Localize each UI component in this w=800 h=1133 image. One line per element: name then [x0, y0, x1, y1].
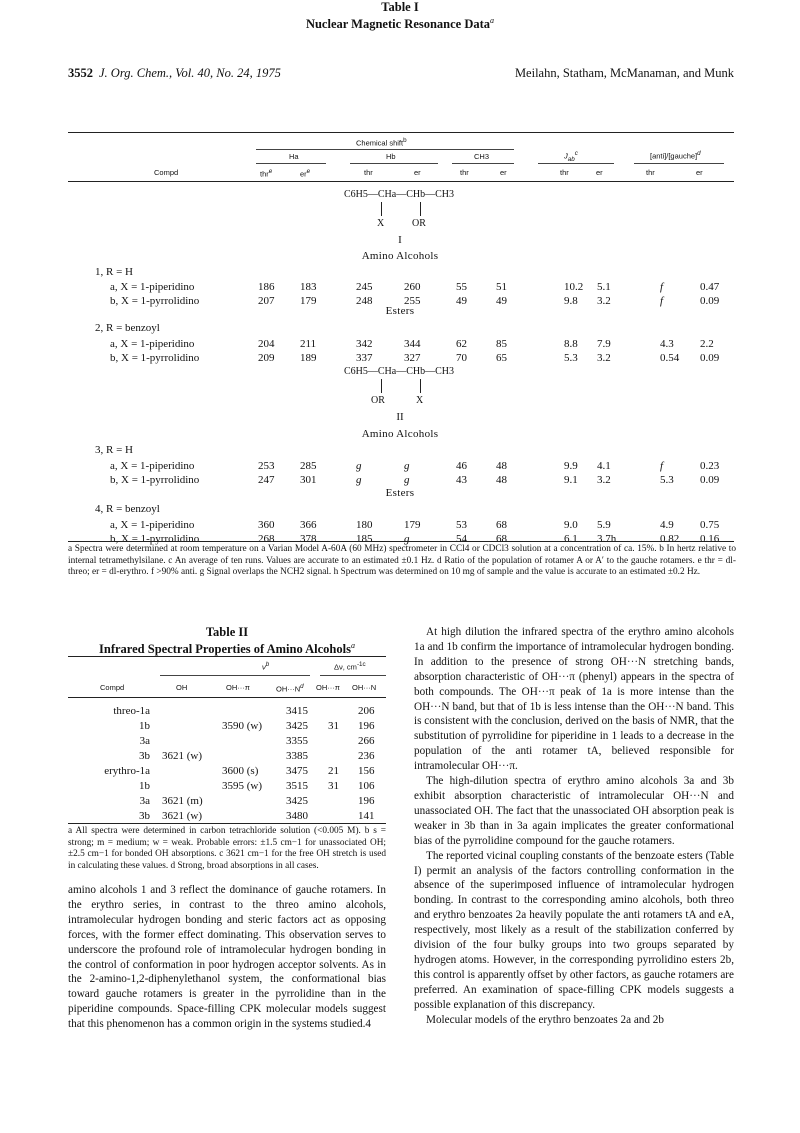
t2-col-doh-n: OH···N [352, 683, 377, 692]
table1-cell: 5.3 [660, 474, 674, 486]
structure-I-formula: C6H5—CHa—CHb—CH3 [344, 189, 455, 200]
table2-cell: 236 [358, 750, 375, 762]
table1-cell: 4.1 [597, 460, 611, 472]
running-header-left [68, 66, 281, 81]
table1-cell: 0.23 [700, 460, 720, 472]
journal-citation: J. Org. Chem., Vol. 40, No. 24, 1975 [99, 66, 281, 80]
table1-cell: 5.9 [597, 519, 611, 531]
t2-nu-underline [160, 675, 310, 676]
table1-cell: 4.9 [660, 519, 674, 531]
table1-cell: 9.8 [564, 295, 578, 307]
page-number: 3552 [68, 66, 93, 80]
table2-cell: 3480 [286, 810, 308, 822]
table1-cell: 9.0 [564, 519, 578, 531]
table1-cell: 183 [300, 281, 317, 293]
table2-cell: 141 [358, 810, 375, 822]
chem-shift-underline [256, 149, 514, 150]
table2-cell: 3600 (s) [222, 765, 259, 777]
ch3-er-header: er [500, 168, 507, 177]
table1-cell: 0.16 [700, 533, 720, 545]
table1-cell: 48 [496, 474, 507, 486]
table1-cell: 209 [258, 352, 275, 364]
j-thr-header: thr [560, 168, 569, 177]
esters-label-1: Esters [385, 305, 415, 317]
structure-I-bond-or [420, 202, 421, 216]
table1-cell: 3.7h [597, 533, 617, 545]
table1-cell: 180 [356, 519, 373, 531]
table1-cell: 0.47 [700, 281, 720, 293]
table1-cell: 5.1 [597, 281, 611, 293]
structure-I-bond-x [381, 202, 382, 216]
table2-cell: 1b [139, 780, 150, 792]
table1-cell: 43 [456, 474, 467, 486]
table2-title-block [68, 625, 386, 656]
j-underline [538, 163, 614, 164]
ratio-thr-header: thr [646, 168, 655, 177]
table1-cell: f [660, 281, 664, 293]
table1-row-compd: 1, R = H [95, 266, 133, 278]
table2-cell: 3a [139, 735, 150, 747]
table1-cell: 245 [356, 281, 373, 293]
table1-cell: 301 [300, 474, 317, 486]
table2-cell: 31 [328, 720, 339, 732]
table2-cell: 3425 [286, 720, 308, 732]
j-header: $J_{ab}^c$ [564, 150, 578, 163]
table1-row-compd: 3, R = H [95, 444, 133, 456]
table1-cell: g [356, 474, 362, 486]
structure-II-label: II [396, 411, 404, 423]
structure-II-formula: C6H5—CHa—CHb—CH3 [344, 366, 455, 377]
table1-cell: 0.09 [700, 474, 720, 486]
table1-cell: 49 [496, 295, 507, 307]
structure-II-bond-x [420, 379, 421, 393]
table1-cell: 186 [258, 281, 275, 293]
ha-header: Ha [289, 152, 299, 161]
right-paragraph-3: The reported vicinal coupling constants of the benzoate esters (Table I) permit an analysis of the factors controlling conformation in the absence of the superimposed influence of intramolecular hydrogen bonding. In contrast to the corresponding amino alcohols, both threo and erythro benzoates 2a heavily populate the anti rotamers tA and eA, respectively, most likely as a result of the stabilization conferred by division of the four bulky groups into two groups separated by hydrogen atoms. However, in the corresponding pyrrolidino esters 2b, this control is apparently offset by other factors, as gauche rotamers are preferred. An examination of space-filling CPK models suggests a possible explanation of this discrepancy. [414, 849, 734, 1011]
table1-footnotes: a Spectra were determined at room temperature on a Varian Model A-60A (60 MHz) spectrometer in CCl4 or CDCl3 solution at a concentration of ca. 15%. b In hertz relative to internal tetramethylsilane. c An average of ten runs. Values are accurate to an estimated ±0.1 Hz. d Ratio of the population of rotamer A or A′ to the gauche rotamers. e thr = dl-threo; er = dl-erythro. f >90% anti. g Signal overlaps the NCH2 signal. h Spectrum was determined on 10 mg of sample and the value is accurate to an estimated ±0.2 Hz. [68, 544, 736, 578]
t2-col-oh: OH [176, 683, 188, 692]
table1-row-compd: b, X = 1-pyrrolidino [110, 352, 200, 364]
ch3-thr-header: thr [460, 168, 469, 177]
structure-I-x: X [377, 218, 385, 229]
right-paragraph-4: Molecular models of the erythro benzoates 2a and 2b [426, 1013, 664, 1026]
table1-cell: 6.1 [564, 533, 578, 545]
table2-cell: 156 [358, 765, 375, 777]
table1-cell: 2.2 [700, 338, 714, 350]
table1-bottom-rule [68, 541, 734, 542]
table1-cell: 3.2 [597, 352, 611, 364]
table1-row-compd: a, X = 1-piperidino [110, 281, 195, 293]
structure-II-x: X [416, 395, 424, 406]
table1-cell: 211 [300, 338, 317, 350]
table1-cell: 179 [300, 295, 317, 307]
table2-cell: 3590 (w) [222, 720, 263, 732]
table1-cell: 185 [356, 533, 373, 545]
table1-cell: 0.82 [660, 533, 680, 545]
table1-cell: 85 [496, 338, 507, 350]
table1-cell: 342 [356, 338, 373, 350]
table2-cell: 3b [139, 750, 150, 762]
structure-I-or: OR [412, 218, 426, 229]
table2-cell: 266 [358, 735, 375, 747]
table2-cell: 196 [358, 720, 375, 732]
table1-cell: g [356, 460, 362, 472]
table1-cell: f [660, 460, 664, 472]
right-column-text [414, 625, 734, 1027]
table1-cell: 48 [496, 460, 507, 472]
table1-cell: 9.9 [564, 460, 578, 472]
hb-header: Hb [386, 152, 396, 161]
table2-footnotes: a All spectra were determined in carbon tetrachloride solution (<0.005 M). b s = strong; m = medium; w = weak. Probable errors: ±1.5 cm−1 for unassociated OH; ±2.5 cm−1 for bonded OH absorptions. c 3621 cm−1 for the free OH stretch is used in calculating these values. d Strong, broad absorptions in all cases. [68, 826, 386, 871]
table2-header-rule [68, 697, 386, 698]
table1-title-block [0, 0, 800, 31]
table1-cell: 207 [258, 295, 275, 307]
table2-cell: 3425 [286, 795, 308, 807]
table1-cell: 0.54 [660, 352, 680, 364]
table1-cell: f [660, 295, 664, 307]
table2-cell: threo-1a [113, 705, 150, 717]
table2-cell: 1b [139, 720, 150, 732]
table1-cell: 260 [404, 281, 421, 293]
table1-cell: 53 [456, 519, 467, 531]
ch3-header: CH3 [474, 152, 490, 161]
table2-cell: 3621 (w) [162, 810, 203, 822]
amino-alcohols-label-1: Amino Alcohols [361, 250, 439, 262]
amino-alcohols-label-2: Amino Alcohols [361, 428, 439, 440]
table1-cell: 337 [356, 352, 373, 364]
table2-cell: 3515 [286, 780, 308, 792]
ratio-header: [anti]/[gauche]$^d$ [650, 150, 701, 161]
table1-cell: g [404, 460, 410, 472]
esters-label-2: Esters [385, 487, 415, 499]
t2-dnu-underline [320, 675, 386, 676]
table1-cell: 179 [404, 519, 421, 531]
t2-col-oh-n: $OH\cdot\cdot\cdot N^d$ [276, 683, 304, 694]
ha-underline [256, 163, 326, 164]
table1-row-compd: a, X = 1-piperidino [110, 460, 195, 472]
table1-cell: 8.8 [564, 338, 578, 350]
table1-cell: 248 [356, 295, 373, 307]
table1-cell: g [404, 533, 410, 545]
table2-cell: 106 [358, 780, 375, 792]
table1-cell: 344 [404, 338, 421, 350]
table1-cell: 204 [258, 338, 275, 350]
table2-cell: 3415 [286, 705, 308, 717]
table1-cell: 378 [300, 533, 317, 545]
table1-cell: 68 [496, 533, 507, 545]
running-header-authors: Meilahn, Statham, McManaman, and Munk [514, 66, 734, 80]
table2-top-rule [68, 656, 386, 657]
table2-cell: 3621 (w) [162, 750, 203, 762]
table1-cell: 9.1 [564, 474, 578, 486]
table1-cell: 70 [456, 352, 467, 364]
t2-col-compd: Compd [100, 683, 125, 692]
t2-dnu-header: Δν, $cm^{-1c}$ [334, 661, 366, 672]
table2-cell: 196 [358, 795, 375, 807]
structure-II-bond-or [381, 379, 382, 393]
table1-row-compd: a, X = 1-piperidino [110, 519, 195, 531]
table2-cell: 3385 [286, 750, 308, 762]
hb-er-header: er [414, 168, 421, 177]
table1-cell: 49 [456, 295, 467, 307]
table1-cell: 285 [300, 460, 317, 472]
table1-cell: 360 [258, 519, 275, 531]
table1-subtitle-line [0, 14, 800, 31]
table1-row-compd: 2, R = benzoyl [95, 322, 160, 334]
table1-cell: 189 [300, 352, 317, 364]
table1-row-compd: b, X = 1-pyrrolidino [110, 474, 200, 486]
table1-cell: 247 [258, 474, 275, 486]
table1-cell: 327 [404, 352, 421, 364]
j-er-header: er [596, 168, 603, 177]
table1-cell: g [404, 474, 410, 486]
table1-row-compd: 4, R = benzoyl [95, 503, 160, 515]
table2-cell: 3355 [286, 735, 308, 747]
table1-cell: 54 [456, 533, 467, 545]
table1-cell: 65 [496, 352, 507, 364]
table1-cell: 46 [456, 460, 467, 472]
structure-I-label: I [398, 234, 402, 246]
ch3-underline [452, 163, 514, 164]
table2-cell: 3475 [286, 765, 308, 777]
table1-subtitle: Nuclear Magnetic Resonance Data [305, 17, 491, 32]
table1-cell: 62 [456, 338, 467, 350]
table1-row-compd: a, X = 1-piperidino [110, 338, 195, 350]
table1-cell: 4.3 [660, 338, 674, 350]
table2-cell: 3595 (w) [222, 780, 263, 792]
table1-header-rule [68, 181, 734, 182]
table1-row-compd: b, X = 1-pyrrolidino [110, 533, 200, 545]
left-column-text: amino alcohols 1 and 3 reflect the dominance of gauche rotamers. In the erythro series, in contrast to the threo amino alcohols, intramolecular hydrogen bonding and steric factors act as opposing forces, with the former effect dominating. This observation serves to underscore the profound role of intramolecular hydrogen bonding in the control of conformation in poor hydrogen acceptor solvents. As in the 2-amino-1,2-diphenylethanol system, the conformational bias toward gauche rotamers is greater in the pyrrolidine than in the piperidine compounds. Space-filling CPK molecular models suggest that this phenomenon has a common origin in the systems studied.4 [68, 884, 386, 1031]
table2-title: Table II [205, 625, 249, 639]
table1-cell: 51 [496, 281, 507, 293]
right-paragraph-1: At high dilution the infrared spectra of the erythro amino alcohols 1a and 1b confirm the importance of intramolecular hydrogen bonding. In addition to the presence of strong OH···N stretching bands, absorption characteristic of OH···π (phenyl) appears in the spectra of both compounds. The OH···π peak of 1a is more intense than the OH···N band, but that of 1b is less intense than the OH···N band. This is consistent with the conclusion, derived on the basis of NMR, that the substitution of pyrrolidine for piperidine in 1 leads to a decrease in the population of the anti rotamer tA, believed responsible for intramolecular OH···π. [414, 626, 734, 773]
table1-cell: 55 [456, 281, 467, 293]
table1-top-rule [68, 132, 734, 133]
table1-title: Table I [381, 0, 419, 14]
table1-cell: 5.3 [564, 352, 578, 364]
hb-thr-header: thr [364, 168, 373, 177]
ratio-er-header: er [696, 168, 703, 177]
table2-cell: 3b [139, 810, 150, 822]
table1-cell: 255 [404, 295, 421, 307]
table2-cell: erythro-1a [104, 765, 150, 777]
t2-col-doh-pi: OH···π [316, 683, 340, 692]
table1-cell: 0.09 [700, 352, 720, 364]
table1-row-compd: b, X = 1-pyrrolidino [110, 295, 200, 307]
table2-cell: 3621 (m) [162, 795, 203, 807]
table1-cell: 253 [258, 460, 275, 472]
t2-nu-header: $\nu^b$ [262, 661, 270, 672]
right-paragraph-2: The high-dilution spectra of erythro amino alcohols 3a and 3b exhibit absorption characteristic of intramolecular OH···N and unassociated OH. The fact that the unassociated OH absorption peak is weaker in 3b than in 3a again implicates the greater conformational bias of the pyrrolidine compound for the gauche rotamers. [414, 775, 734, 847]
table2-cell: 206 [358, 705, 375, 717]
table1-cell: 68 [496, 519, 507, 531]
table2-cell: 21 [328, 765, 339, 777]
table2-cell: 3a [139, 795, 150, 807]
table1-cell: 10.2 [564, 281, 584, 293]
table2-bottom-rule [68, 823, 386, 824]
table1-cell: 3.2 [597, 474, 611, 486]
ha-er-header: $er^e$ [300, 168, 311, 179]
table1-cell: 268 [258, 533, 275, 545]
compd-header: Compd [154, 168, 179, 177]
ratio-underline [634, 163, 724, 164]
t2-col-oh-pi: OH···π [226, 683, 250, 692]
table1-cell: 7.9 [597, 338, 611, 350]
hb-underline [350, 163, 438, 164]
table1-cell: 3.2 [597, 295, 611, 307]
table1-subtitle-sup: a [490, 16, 495, 25]
chem-shift-header: Chemical shift$^b$ [356, 137, 407, 148]
table2-cell: 31 [328, 780, 339, 792]
ha-thr-header: thr$^e$ [260, 168, 273, 179]
table1-cell: 0.09 [700, 295, 720, 307]
table1-cell: 366 [300, 519, 317, 531]
table2-subtitle-line: Infrared Spectral Properties of Amino Alcohols$^a$ [99, 641, 355, 657]
table1-cell: 0.75 [700, 519, 720, 531]
structure-II-or: OR [371, 395, 385, 406]
